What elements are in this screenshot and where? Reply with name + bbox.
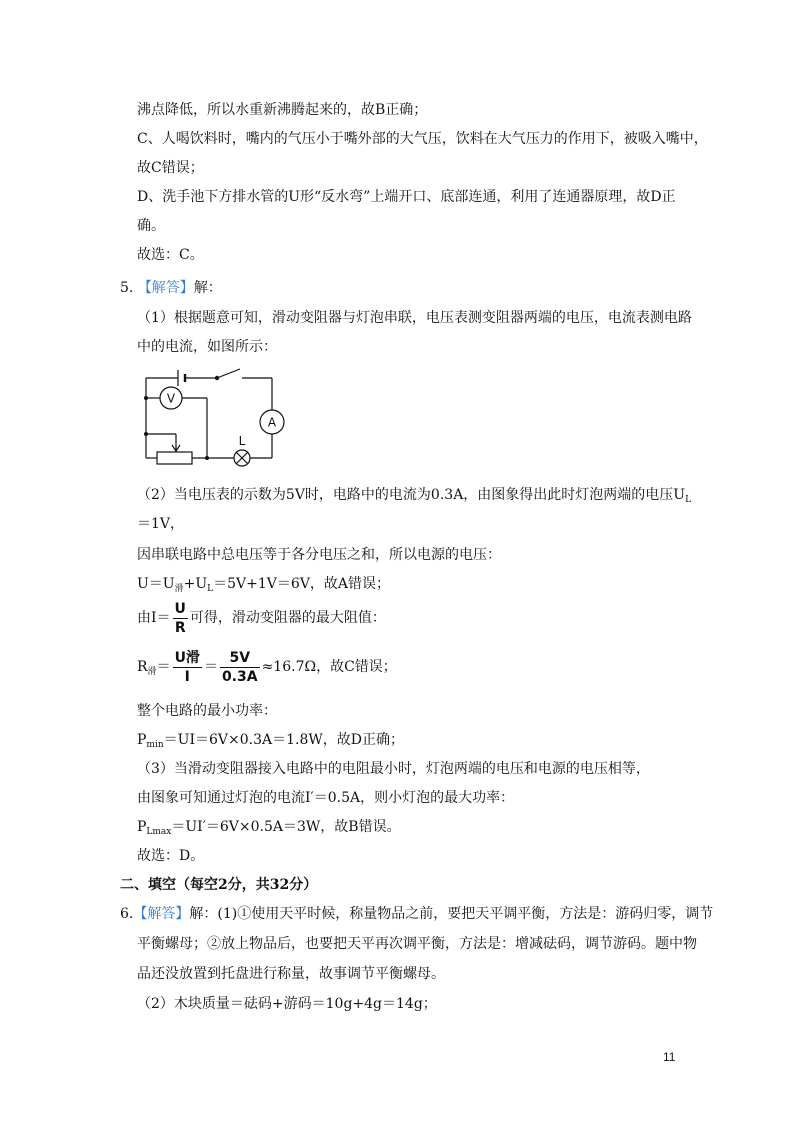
question-number: 6. xyxy=(120,906,134,922)
text-line: 平衡螺母；②放上物品后，也要把天平再次调平衡，方法是：增减砝码，调节游码。题中物 xyxy=(137,936,697,952)
lamp-label: L xyxy=(238,434,246,448)
text-line: （2）当电压表的示数为5V时，电路中的电流为0.3A，由图象得出此时灯泡两端的电压$U_L$ xyxy=(137,487,692,505)
text-line: 故选：D。 xyxy=(137,848,205,864)
text-line: 因串联电路中总电压等于各分电压之和，所以电源的电压： xyxy=(137,547,501,563)
equation-ohms-law: 由I＝ $\frac{U}{R}$ 可得，滑动变阻器的最大阻值： xyxy=(137,600,386,636)
text-line: 沸点降低，所以水重新沸腾起来的，故B正确； xyxy=(137,102,428,118)
equation-max-resistance: $R_滑=$ $\frac{\text{U滑}}{I}$ ＝ $\frac{5V}{0.3A}$ ≈16.7Ω，故C错误； xyxy=(137,649,397,685)
text-line: 由图象可知通过灯泡的电流I′＝0.5A，则小灯泡的最大功率： xyxy=(137,790,515,806)
text-line: 整个电路的最小功率： xyxy=(137,703,277,719)
text-line: 中的电流，如图所示： xyxy=(137,339,277,355)
question-6-header: 6.【解答】解：(1)①使用天平时候，称量物品之前，要把天平调平衡，方法是：游码归零，调节 xyxy=(120,906,714,922)
text-line: 故C错误； xyxy=(137,160,204,176)
text-line: ＝1V， xyxy=(137,516,185,532)
text-line: 确。 xyxy=(137,218,165,234)
answer-intro: 解： xyxy=(193,280,222,296)
text-line: （1）根据题意可知，滑动变阻器与灯泡串联，电压表测变阻器两端的电压，电流表测电路 xyxy=(137,310,692,326)
page-number: 11 xyxy=(663,1050,676,1064)
voltmeter-label: V xyxy=(166,391,176,406)
equation-min-power: $P_{min}=UI=6V\times 0.3A=1.8W$，故D正确； xyxy=(137,732,404,750)
circuit-diagram xyxy=(140,366,290,472)
section-title: 二、填空（每空2分，共32分） xyxy=(120,877,318,893)
text-line: C、人喝饮料时，嘴内的气压小于嘴外部的大气压，饮料在大气压力的作用下，被吸入嘴中， xyxy=(137,131,708,147)
answer-tag: 【解答】 xyxy=(137,280,194,296)
text-line: （2）木块质量＝砝码+游码＝10g+4g＝14g； xyxy=(137,996,437,1012)
question-5-header xyxy=(120,278,222,298)
equation-source-voltage: $U=U_滑+U_L=5V+1V=6V$，故A错误； xyxy=(137,576,391,594)
text-line: （3）当滑动变阻器接入电路中的电阻最小时，灯泡两端的电压和电源的电压相等， xyxy=(137,761,650,777)
text-line: 故选：C。 xyxy=(137,247,204,263)
ammeter-label: A xyxy=(267,415,277,430)
text-line: 品还没放置到托盘进行称量，故事调节平衡螺母。 xyxy=(137,966,445,982)
equation-max-power: $P_{Lmax}=UI'=6V\times 0.5A=3W$，故B错误。 xyxy=(137,819,401,837)
answer-tag: 【解答】 xyxy=(133,906,190,922)
text-line: D、洗手池下方排水管的U形“反水弯”上端开口、底部连通，利用了连通器原理，故D正 xyxy=(137,189,676,205)
question-number: 5. xyxy=(120,280,134,296)
